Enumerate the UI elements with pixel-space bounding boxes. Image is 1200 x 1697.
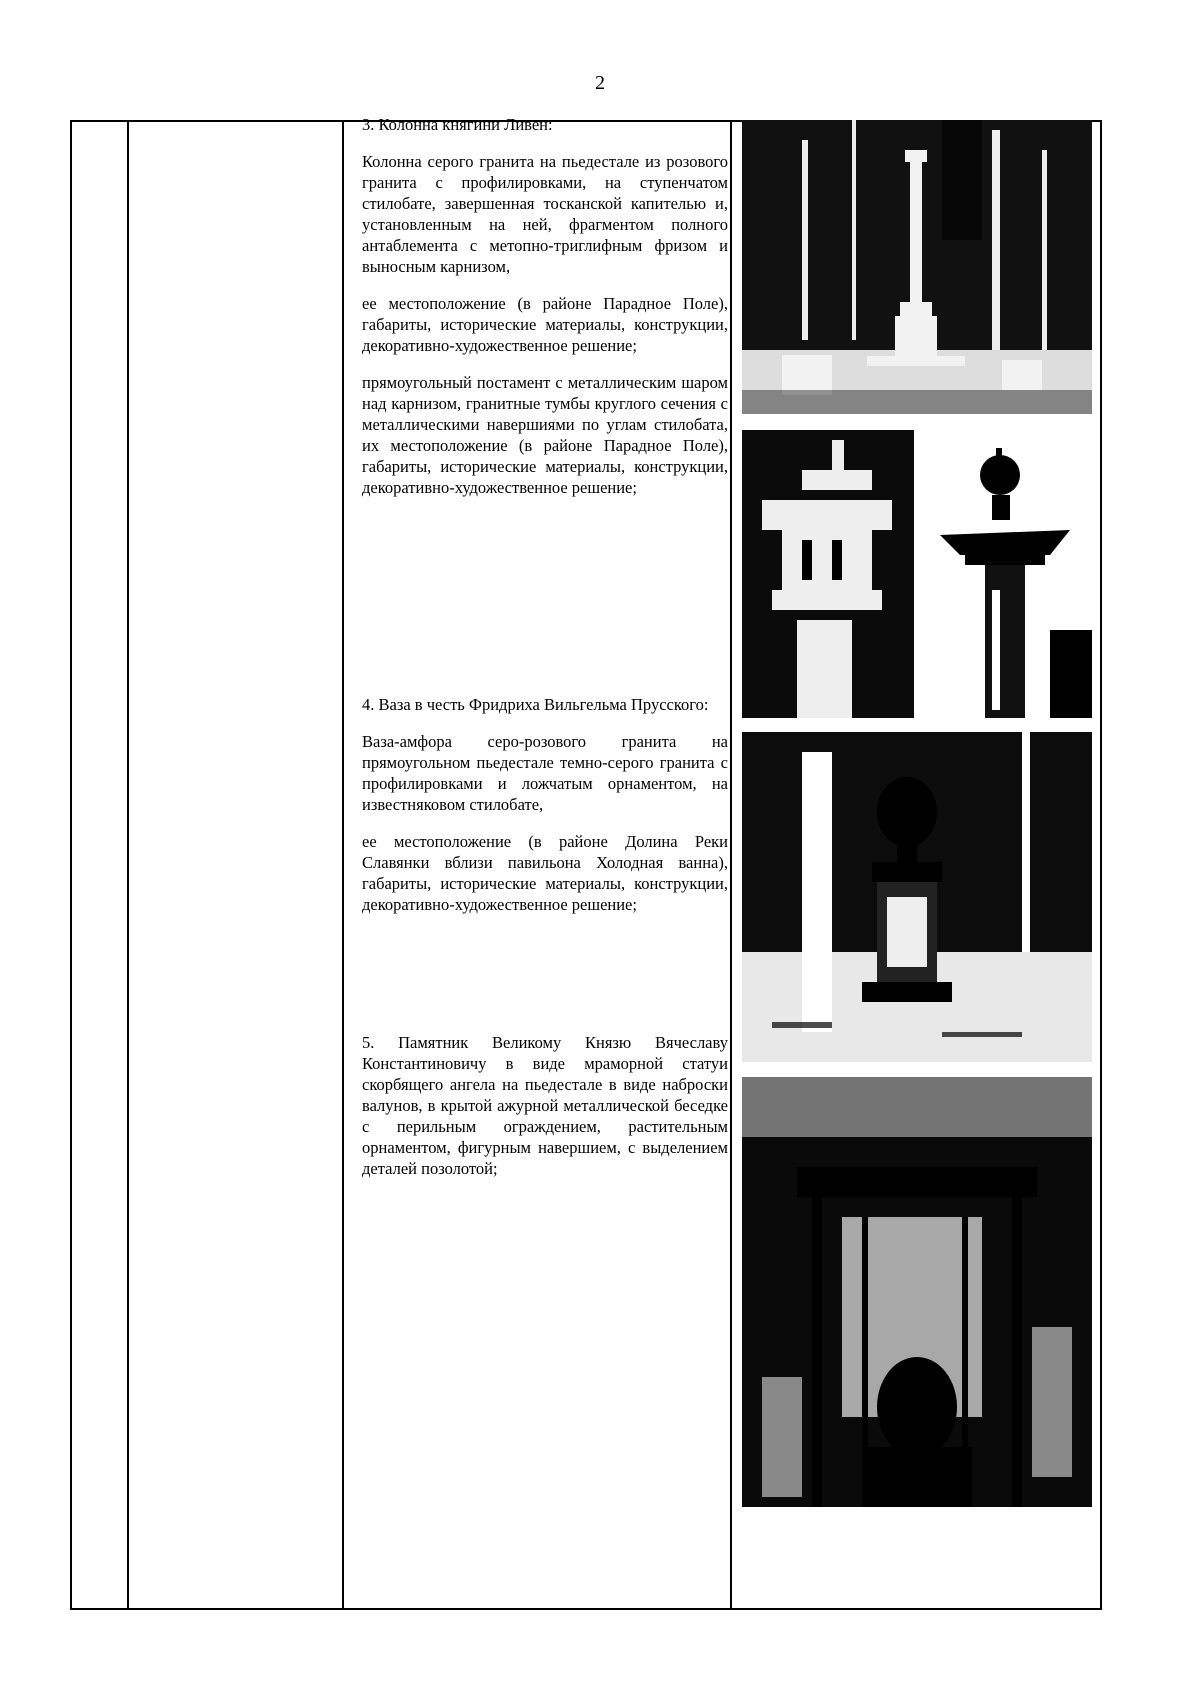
entry-paragraph: Ваза-амфора серо-розового гранита на прямоугольном пьедестале темно-серого гранита с профилировками и ложчатым орнаментом, на известняковом стилобате, (362, 732, 728, 814)
entry-liven-column (362, 114, 728, 498)
entry-paragraph: прямоугольный постамент с металлическим шаром над карнизом, гранитные тумбы круглого сечения с металлическими навершиями по углам стилобата, их местоположение (в районе Парадное Поле), габариты, исторические материалы, конструкции, декоративно-художественное решение; (362, 373, 728, 497)
entry-title: 3. Колонна княгини Ливен: (362, 115, 553, 134)
photo-capital-detail (742, 430, 914, 718)
entry-paragraph: ее местоположение (в районе Долина Реки Славянки вблизи павильона Холодная ванна), габариты, исторические материалы, конструкции, декоративно-художественное решение; (362, 832, 728, 914)
photo-sphere-finial (930, 430, 1092, 718)
column-divider (342, 122, 344, 1608)
photo-vase (742, 732, 1092, 1062)
entry-title: 4. Ваза в честь Фридриха Вильгельма Прусского: (362, 695, 709, 714)
entry-title: 5. Памятник Великому Князю Вячеславу Константиновичу в виде мраморной статуи скорбящего ангела на пьедестале в виде наброски валунов, в крытой ажурной металлической беседке с перильным ограждением, растительным орнаментом, фигурным навершием, с выделением деталей позолотой; (362, 1033, 728, 1178)
entry-paragraph: ее местоположение (в районе Парадное Поле), габариты, исторические материалы, конструкции, декоративно-художественное решение; (362, 294, 728, 355)
photo-liven-column (742, 120, 1092, 414)
column-divider (127, 122, 129, 1608)
column-divider (730, 122, 732, 1608)
page-number: 2 (595, 72, 605, 94)
entry-vase-friedrich-wilhelm (362, 694, 728, 915)
entry-monument-vyacheslav (362, 1032, 728, 1179)
entry-paragraph: Колонна серого гранита на пьедестале из розового гранита с профилировками, на ступенчатом стилобате, завершенная тосканской капителью и, установленным на ней, фрагментом полного антаблемента с метопно-триглифным фризом и выносным карнизом, (362, 152, 728, 276)
photo-pavilion-angel (742, 1077, 1092, 1547)
